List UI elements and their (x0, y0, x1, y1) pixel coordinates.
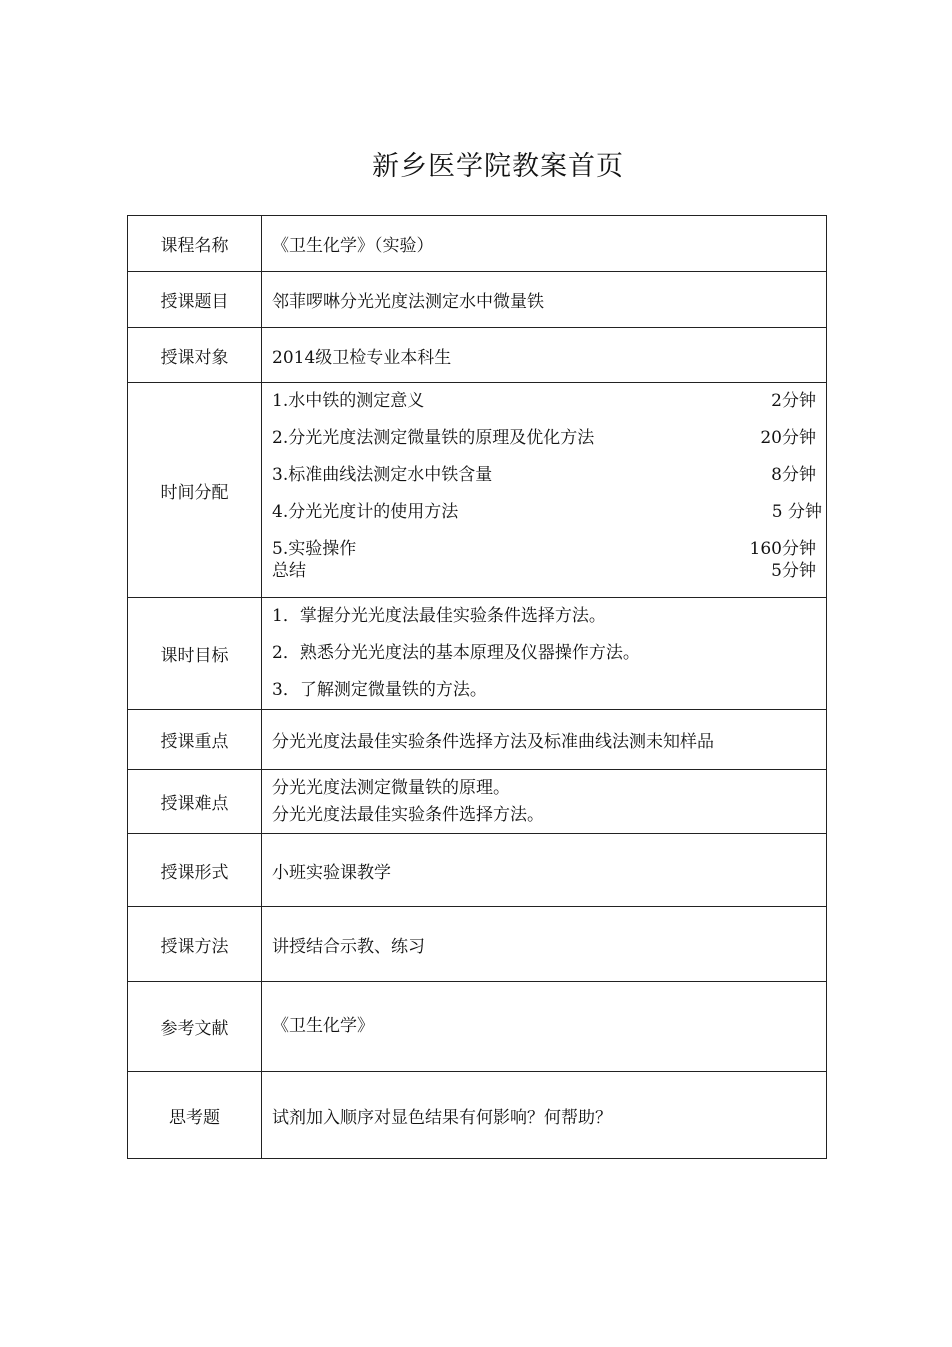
label-form: 授课形式 (128, 834, 262, 907)
label-questions: 思考题 (128, 1072, 262, 1159)
time-item-text: 3.标准曲线法测定水中铁含量 (272, 465, 493, 485)
time-item-text: 1.水中铁的测定意义 (272, 391, 425, 411)
label-objectives: 课时目标 (128, 598, 262, 710)
time-item-text: 4.分光光度计的使用方法 (272, 502, 459, 522)
objective-item: 2．熟悉分光光度法的基本原理及仪器操作方法。 (272, 643, 640, 663)
row-references (128, 982, 827, 1072)
value-audience: 2014级卫检专业本科生 (262, 328, 827, 383)
value-course-name: 《卫生化学》（实验） (262, 216, 827, 272)
time-item-duration: 5分钟 (771, 561, 816, 581)
row-time-allocation (128, 383, 827, 598)
row-method (128, 907, 827, 982)
label-method: 授课方法 (128, 907, 262, 982)
label-time-allocation: 时间分配 (128, 383, 262, 598)
row-course-name (128, 216, 827, 272)
time-item-duration: 2分钟 (771, 391, 816, 411)
row-objectives (128, 598, 827, 710)
value-questions: 试剂加入顺序对显色结果有何影响？何帮助？ (262, 1072, 827, 1159)
time-item-duration: 160分钟 (749, 539, 816, 559)
time-item-duration: 5 分钟 (771, 502, 822, 522)
value-references: 《卫生化学》 (262, 982, 827, 1072)
row-questions (128, 1072, 827, 1159)
label-references: 参考文献 (128, 982, 262, 1072)
row-key-points (128, 710, 827, 770)
label-key-points: 授课重点 (128, 710, 262, 770)
label-audience: 授课对象 (128, 328, 262, 383)
time-item-duration: 20分钟 (760, 428, 816, 448)
time-item-text: 5.实验操作 (272, 539, 357, 559)
label-topic: 授课题目 (128, 272, 262, 328)
value-topic: 邻菲啰啉分光光度法测定水中微量铁 (262, 272, 827, 328)
value-form: 小班实验课教学 (262, 834, 827, 907)
time-item-text: 总结 (272, 561, 306, 581)
value-method: 讲授结合示教、练习 (262, 907, 827, 982)
label-difficulties: 授课难点 (128, 770, 262, 834)
row-audience (128, 328, 827, 383)
row-form (128, 834, 827, 907)
value-key-points: 分光光度法最佳实验条件选择方法及标准曲线法测未知样品 (262, 710, 827, 770)
objective-item: 1．掌握分光光度法最佳实验条件选择方法。 (272, 606, 606, 626)
row-topic (128, 272, 827, 328)
label-course-name: 课程名称 (128, 216, 262, 272)
row-difficulties (128, 770, 827, 834)
time-item (272, 383, 816, 420)
difficulty-item: 分光光度法测定微量铁的原理。 (272, 777, 510, 798)
value-difficulties (262, 770, 827, 834)
time-item-text: 2.分光光度法测定微量铁的原理及优化方法 (272, 428, 595, 448)
time-item-duration: 8分钟 (771, 465, 816, 485)
value-objectives (262, 598, 827, 710)
time-item (272, 494, 822, 531)
document-title: 新乡医学院教案首页 (372, 151, 624, 182)
value-time-allocation (262, 383, 827, 598)
objective-item: 3．了解测定微量铁的方法。 (272, 680, 487, 700)
difficulty-item: 分光光度法最佳实验条件选择方法。 (272, 804, 544, 825)
time-item (272, 457, 816, 494)
lesson-plan-table (127, 215, 827, 1159)
time-item (272, 420, 816, 457)
